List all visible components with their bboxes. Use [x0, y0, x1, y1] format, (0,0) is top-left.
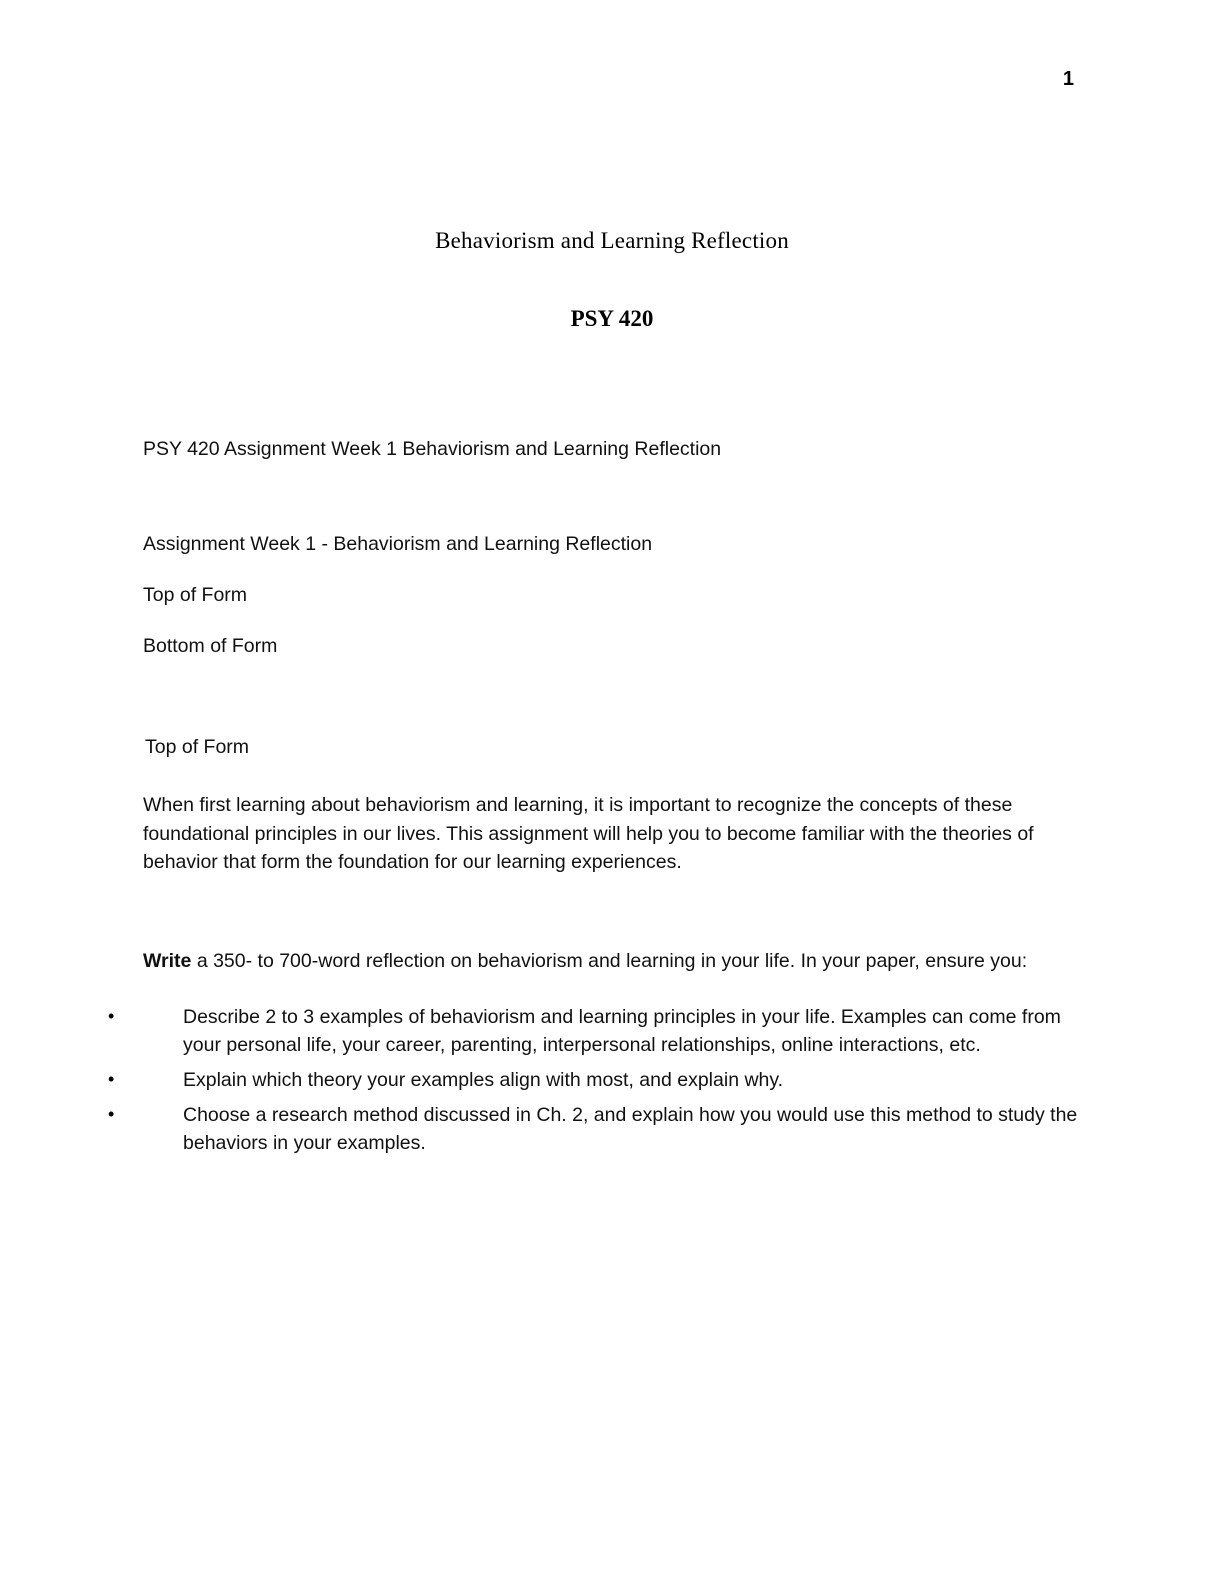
spacer	[143, 877, 1063, 947]
assignment-heading: PSY 420 Assignment Week 1 Behaviorism and Learning Reflection	[143, 438, 722, 460]
top-of-form-label-1: Top of Form	[143, 584, 248, 606]
assignment-subheading: Assignment Week 1 - Behaviorism and Learning Reflection	[143, 533, 653, 555]
page-number: 1	[1062, 68, 1074, 90]
course-code: PSY 420	[570, 306, 654, 331]
spacer	[143, 975, 1063, 1003]
spacer	[143, 463, 1063, 531]
list-item: • Explain which theory your examples align with most, and explain why.	[143, 1066, 1083, 1094]
page-title: Behaviorism and Learning Reflection	[435, 228, 789, 253]
document-body	[143, 436, 1078, 1164]
list-item: • Describe 2 to 3 examples of behaviorism and learning principles in your life. Examples can come from your personal life, your career, parenting, interpersonal relationships, online interactions, etc.	[143, 1003, 1083, 1059]
list-item: • Choose a research method discussed in Ch. 2, and explain how you would use this method to study the behaviors in your examples.	[143, 1101, 1083, 1157]
title-block	[0, 228, 1224, 332]
requirements-list	[143, 1003, 1078, 1157]
bottom-of-form-label: Bottom of Form	[143, 635, 278, 657]
top-of-form-label-2: Top of Form	[145, 736, 250, 758]
spacer	[143, 558, 1063, 582]
spacer	[143, 660, 1063, 734]
spacer	[143, 761, 1063, 791]
intro-paragraph: When first learning about behaviorism and learning, it is important to recognize the concepts of these foundational principles in our lives. This assignment will help you to become familiar with the theories of behavior that form the foundation for our learning experiences.	[143, 794, 1034, 873]
write-prompt-rest: a 350- to 700-word reflection on behaviorism and learning in your life. In your paper, ensure you:	[191, 949, 1028, 972]
write-prompt-bold: Write	[143, 949, 192, 972]
spacer	[143, 609, 1063, 633]
write-prompt	[143, 947, 1063, 975]
